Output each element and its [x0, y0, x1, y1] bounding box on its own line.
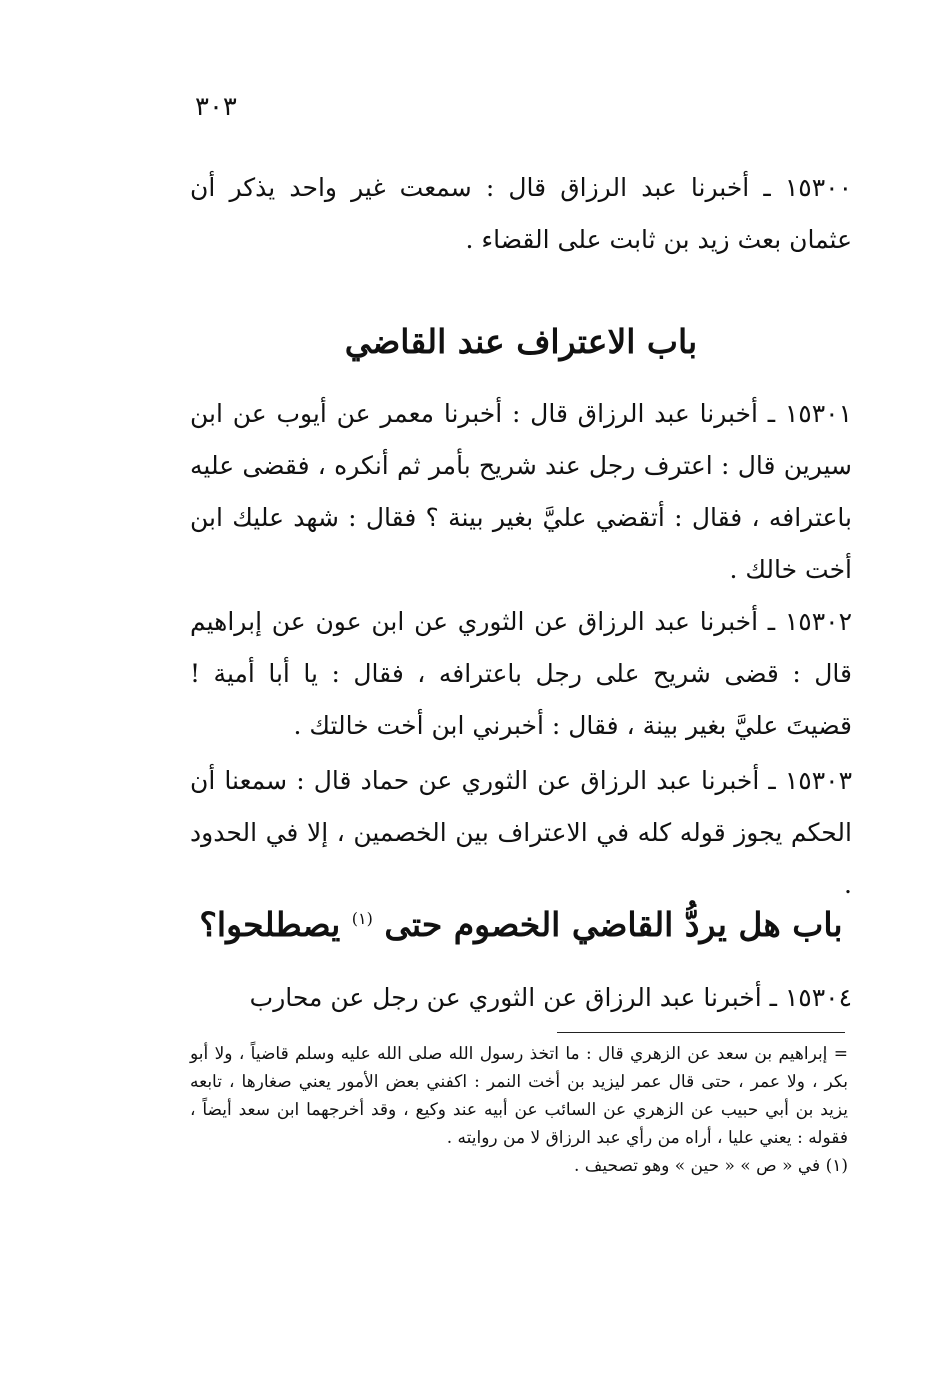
hadith-text: ١٥٣٠٠ ـ أخبرنا عبد الرزاق قال : سمعت غير واحد يذكر أن عثمان بعث زيد بن ثابت على القضاء . [190, 173, 852, 254]
hadith-15304 [190, 972, 852, 1024]
hadith-15302 [190, 596, 852, 752]
hadith-text: ١٥٣٠٤ ـ أخبرنا عبد الرزاق عن الثوري عن رجل عن محارب [249, 983, 852, 1012]
hadith-text: ١٥٣٠١ ـ أخبرنا عبد الرزاق قال : أخبرنا معمر عن أيوب عن ابن سيرين قال : اعترف رجل عند شريح بأمر ثم أنكره ، فقضى عليه باعترافه ، فقال : أتقضي عليَّ بغير بينة ؟ فقال : شهد عليك ابن أخت خالك . [190, 399, 852, 584]
footnote-1: (١) في « ص » « حين » وهو تصحيف . [573, 1156, 848, 1176]
footnote-marker: (١) [351, 909, 373, 928]
footnote-continuation: = إبراهيم بن سعد عن الزهري قال : ما اتخذ رسول الله صلى الله عليه وسلم قاضياً ، ولا أبو بكر ، ولا عمر ، حتى قال عمر ليزيد بن أخت النمر : اكفني بعض الأمور يعني صغارها ، تابعه يزيد بن أبي حبيب عن الزهري عن السائب عن أبيه عند وكيع ، وقد أخرجهما ابن سعد أيضاً ، فقوله : يعني عليا ، أراه من رأي عبد الرزاق لا من روايته . [190, 1044, 848, 1148]
footnotes [190, 1040, 848, 1180]
chapter-heading-confession: باب الاعتراف عند القاضي [344, 322, 698, 361]
page-number: ٣٠٣ [195, 92, 237, 122]
chapter-heading-return [190, 905, 852, 944]
heading-text-start: باب هل يردُّ القاضي الخصوم حتى [384, 905, 843, 944]
hadith-15303 [190, 755, 852, 911]
footnote-divider [557, 1032, 845, 1033]
hadith-15301 [190, 388, 852, 596]
hadith-text: ١٥٣٠٣ ـ أخبرنا عبد الرزاق عن الثوري عن حماد قال : سمعنا أن الحكم يجوز قوله كله في الاعتراف بين الخصمين ، إلا في الحدود . [190, 766, 852, 899]
heading-text-end: يصطلحوا؟ [199, 905, 341, 944]
hadith-15300 [190, 162, 852, 266]
hadith-text: ١٥٣٠٢ ـ أخبرنا عبد الرزاق عن الثوري عن ابن عون عن إبراهيم قال : قضى شريح على رجل باعترافه ، فقال : يا أبا أمية ! قضيتَ عليَّ بغير بينة ، فقال : أخبرني ابن أخت خالتك . [190, 607, 852, 740]
